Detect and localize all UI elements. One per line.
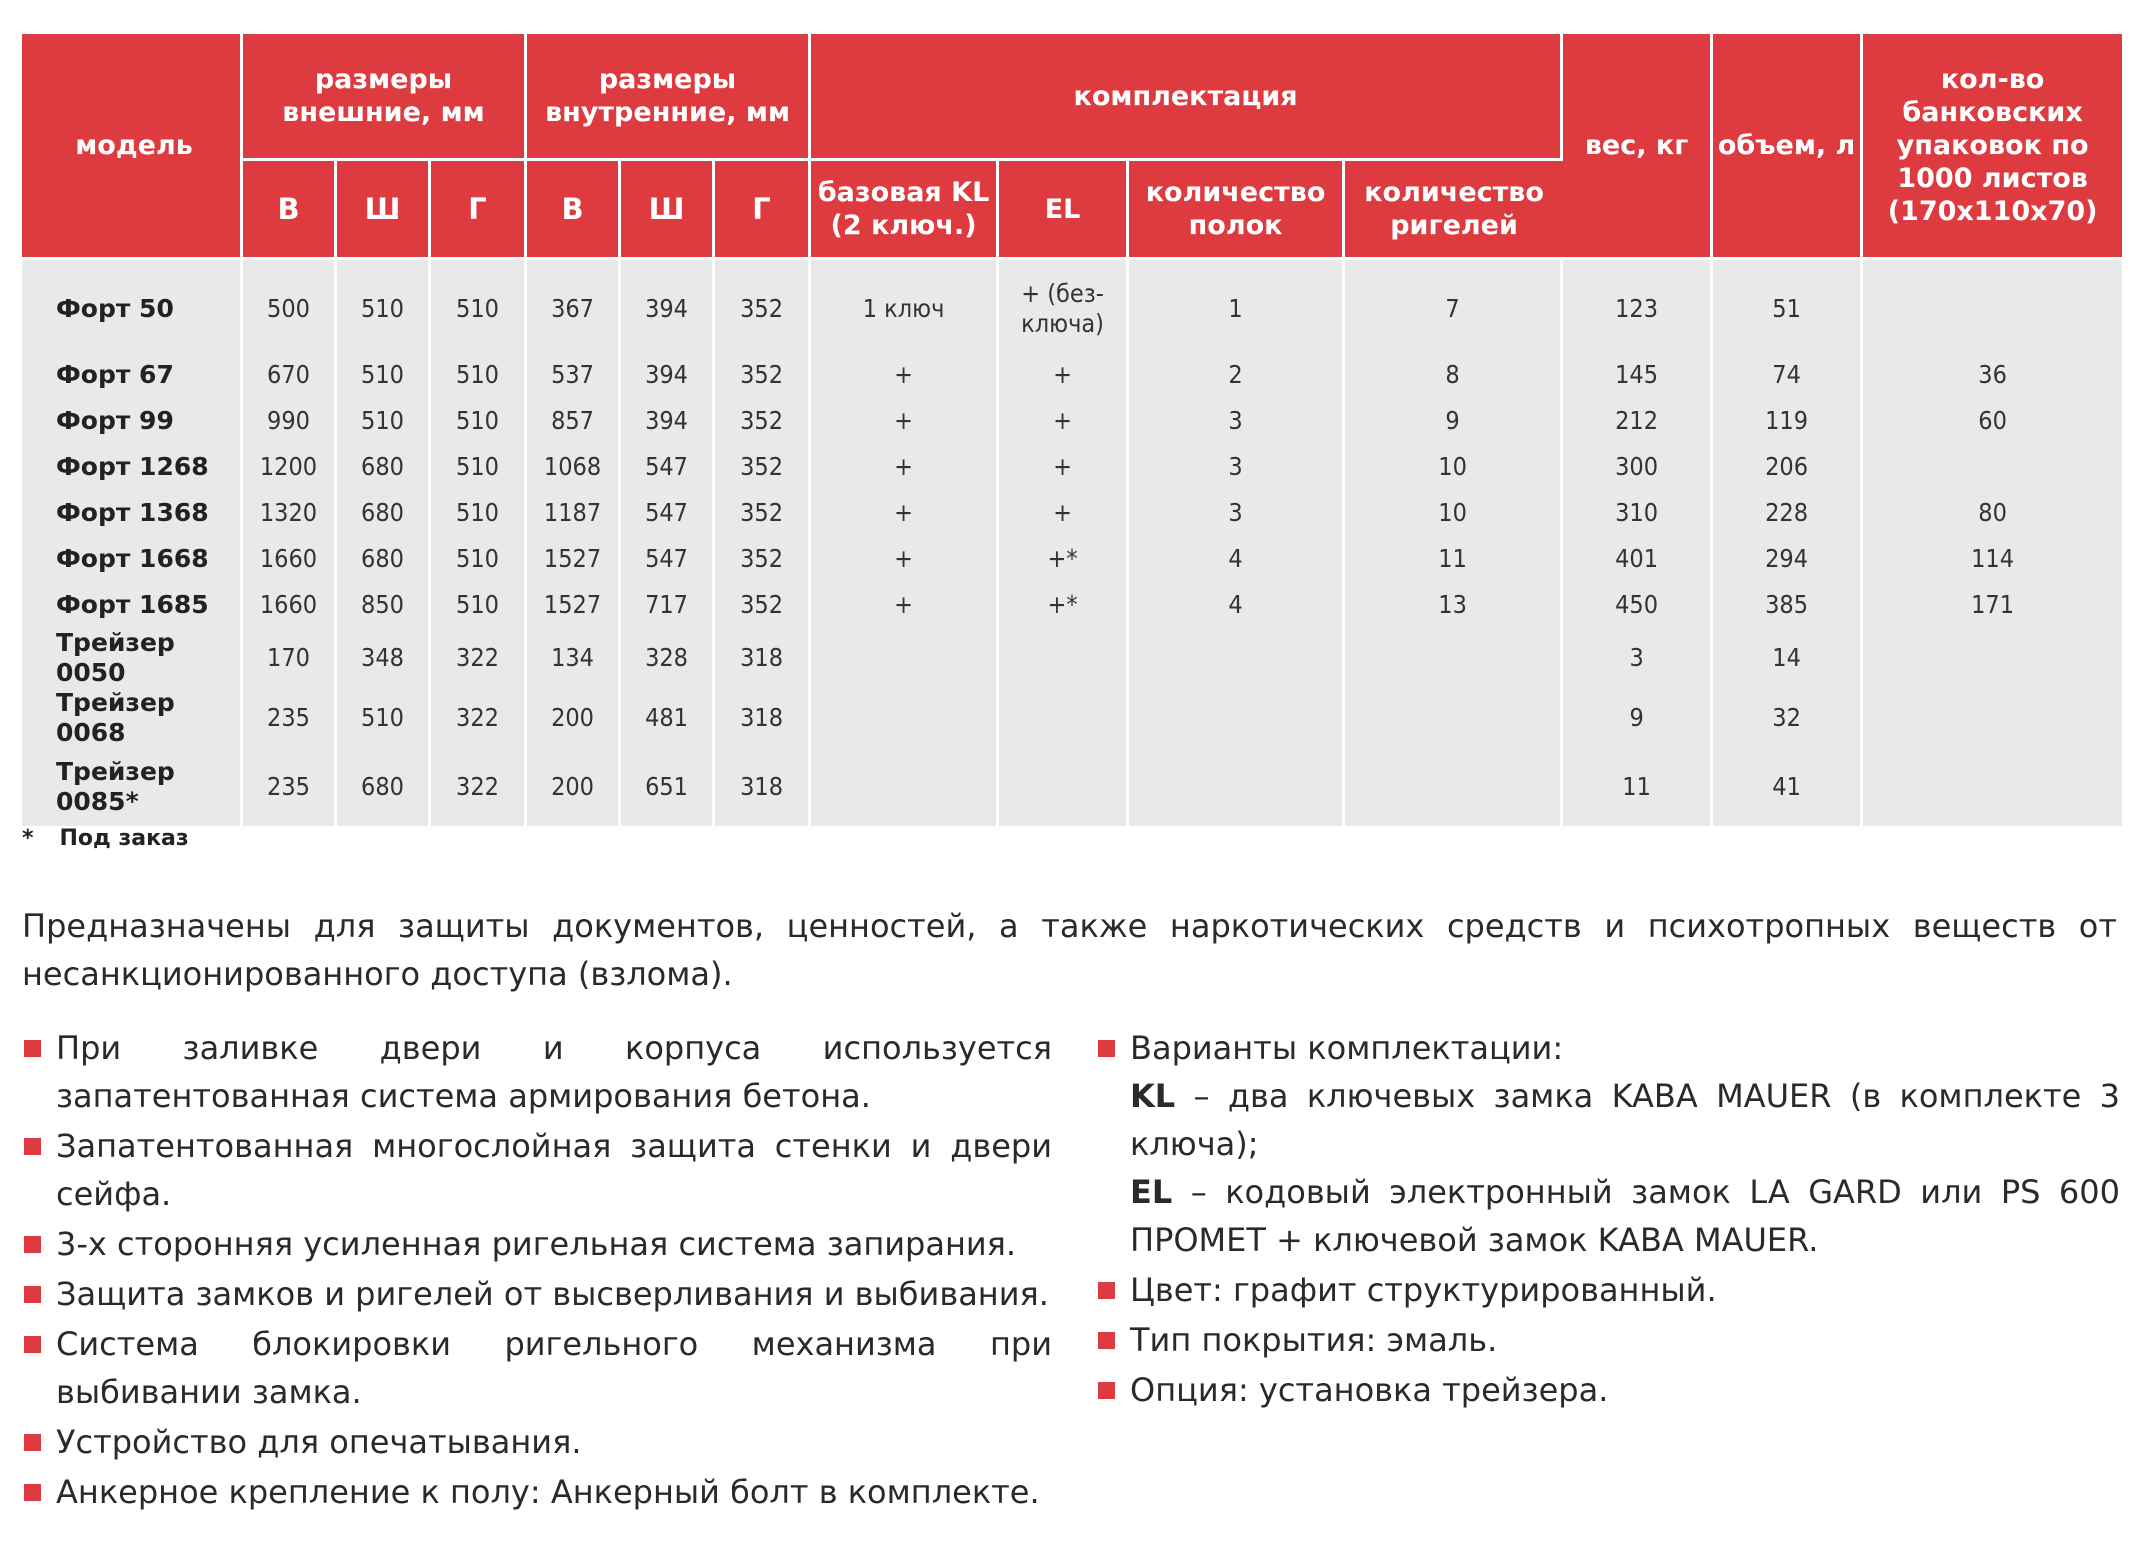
cell-bolts: [1345, 628, 1563, 688]
cell-packs: 171: [1863, 582, 2122, 628]
cell-model: Трейзер 0085*: [22, 748, 243, 826]
cell-inner-depth: 352: [715, 582, 811, 628]
feature-text: При заливке двери и корпуса используется запатентованная система армирования бетона.: [56, 1029, 1052, 1115]
header-outer-size: размеры внешние, мм: [243, 34, 527, 161]
header-weight: вес, кг: [1563, 34, 1713, 260]
cell-volume: 119: [1713, 398, 1863, 444]
header-equipment: комплектация: [811, 34, 1563, 161]
cell-el: +*: [999, 582, 1129, 628]
list-item: [22, 1468, 1052, 1516]
cell-base-kl: +: [811, 352, 999, 398]
cell-base-kl: +: [811, 398, 999, 444]
cell-volume: 228: [1713, 490, 1863, 536]
cell-model: Форт 99: [22, 398, 243, 444]
cell-shelves: [1129, 688, 1345, 748]
cell-outer-height: 670: [243, 352, 337, 398]
list-item: [1096, 1366, 2120, 1414]
cell-bolts: 8: [1345, 352, 1563, 398]
header-inner-size: размеры внутренние, мм: [527, 34, 811, 161]
header-bolts: количество ригелей: [1345, 161, 1563, 260]
list-item: [22, 1320, 1052, 1416]
cell-bolts: [1345, 688, 1563, 748]
cell-outer-depth: 322: [431, 748, 527, 826]
cell-inner-width: 547: [621, 490, 715, 536]
header-packs: кол-во банковских упаковок по 1000 листов (170х110х70): [1863, 34, 2122, 260]
square-bullet-icon: [24, 1336, 41, 1353]
cell-inner-height: 1187: [527, 490, 621, 536]
cell-el: + (без-ключа): [999, 260, 1129, 352]
cell-outer-height: 235: [243, 748, 337, 826]
cell-weight: 11: [1563, 748, 1713, 826]
header-inner-depth: Г: [715, 161, 811, 260]
feature-text: Система блокировки ригельного механизма при выбивании замка.: [56, 1325, 1052, 1411]
features-list-right: [1096, 1024, 2120, 1416]
cell-shelves: 3: [1129, 490, 1345, 536]
cell-base-kl: [811, 688, 999, 748]
list-item: [1096, 1266, 2120, 1314]
cell-weight: 123: [1563, 260, 1713, 352]
header-shelves: количество полок: [1129, 161, 1345, 260]
header-base-kl: базовая KL (2 ключ.): [811, 161, 999, 260]
cell-outer-width: 510: [337, 352, 431, 398]
cell-shelves: 2: [1129, 352, 1345, 398]
cell-base-kl: 1 ключ: [811, 260, 999, 352]
square-bullet-icon: [1098, 1040, 1115, 1057]
cell-weight: 3: [1563, 628, 1713, 688]
cell-volume: 294: [1713, 536, 1863, 582]
cell-bolts: 10: [1345, 490, 1563, 536]
cell-shelves: [1129, 748, 1345, 826]
cell-el: +*: [999, 536, 1129, 582]
cell-inner-width: 717: [621, 582, 715, 628]
cell-outer-height: 1200: [243, 444, 337, 490]
cell-model: Форт 1368: [22, 490, 243, 536]
square-bullet-icon: [24, 1040, 41, 1057]
cell-outer-depth: 510: [431, 582, 527, 628]
option-el: [1130, 1168, 2120, 1264]
table-row: [22, 748, 2122, 826]
cell-model: Форт 67: [22, 352, 243, 398]
features-list-left: [22, 1024, 1052, 1518]
footnote-text: Под заказ: [59, 826, 189, 851]
cell-packs: [1863, 748, 2122, 826]
cell-packs: 80: [1863, 490, 2122, 536]
cell-model: Форт 1668: [22, 536, 243, 582]
cell-shelves: 3: [1129, 398, 1345, 444]
cell-packs: [1863, 628, 2122, 688]
cell-outer-width: 680: [337, 444, 431, 490]
cell-weight: 145: [1563, 352, 1713, 398]
footnote-star: *: [22, 826, 34, 851]
cell-outer-depth: 510: [431, 352, 527, 398]
cell-base-kl: +: [811, 536, 999, 582]
cell-outer-depth: 510: [431, 398, 527, 444]
square-bullet-icon: [24, 1434, 41, 1451]
feature-text: Запатентованная многослойная защита стенки и двери сейфа.: [56, 1127, 1052, 1213]
cell-model: Трейзер 0050: [22, 628, 243, 688]
cell-inner-depth: 352: [715, 260, 811, 352]
cell-outer-width: 348: [337, 628, 431, 688]
cell-outer-depth: 322: [431, 688, 527, 748]
coating-text: Тип покрытия: эмаль.: [1130, 1321, 1498, 1359]
cell-shelves: 3: [1129, 444, 1345, 490]
option-el-text: – кодовый электронный замок LA GARD или PS 600 ПРОМЕТ + ключевой замок KABA MAUER.: [1130, 1173, 2120, 1259]
cell-base-kl: +: [811, 582, 999, 628]
cell-inner-height: 134: [527, 628, 621, 688]
cell-outer-height: 990: [243, 398, 337, 444]
cell-inner-height: 200: [527, 748, 621, 826]
cell-inner-width: 394: [621, 352, 715, 398]
square-bullet-icon: [24, 1236, 41, 1253]
cell-outer-depth: 510: [431, 490, 527, 536]
feature-text: 3-х сторонняя усиленная ригельная система запирания.: [56, 1225, 1017, 1263]
cell-volume: 14: [1713, 628, 1863, 688]
cell-outer-height: 1660: [243, 582, 337, 628]
cell-inner-depth: 352: [715, 444, 811, 490]
cell-outer-width: 680: [337, 536, 431, 582]
cell-shelves: 4: [1129, 582, 1345, 628]
square-bullet-icon: [1098, 1332, 1115, 1349]
cell-weight: 401: [1563, 536, 1713, 582]
cell-model: Форт 50: [22, 260, 243, 352]
option-kl-text: – два ключевых замка KABA MAUER (в комплекте 3 ключа);: [1130, 1077, 2120, 1163]
header-inner-width: Ш: [621, 161, 715, 260]
cell-inner-height: 537: [527, 352, 621, 398]
list-item: [22, 1418, 1052, 1466]
square-bullet-icon: [1098, 1382, 1115, 1399]
cell-outer-height: 235: [243, 688, 337, 748]
cell-base-kl: [811, 748, 999, 826]
cell-inner-depth: 318: [715, 688, 811, 748]
cell-model: Форт 1685: [22, 582, 243, 628]
cell-bolts: 10: [1345, 444, 1563, 490]
cell-inner-width: 547: [621, 536, 715, 582]
table-row: [22, 444, 2122, 490]
header-inner-height: В: [527, 161, 621, 260]
spec-table: [22, 34, 2122, 826]
cell-el: +: [999, 444, 1129, 490]
option-el-code: EL: [1130, 1173, 1173, 1211]
cell-volume: 32: [1713, 688, 1863, 748]
cell-inner-height: 857: [527, 398, 621, 444]
cell-inner-width: 394: [621, 398, 715, 444]
cell-outer-height: 170: [243, 628, 337, 688]
cell-inner-width: 394: [621, 260, 715, 352]
cell-volume: 74: [1713, 352, 1863, 398]
cell-el: [999, 748, 1129, 826]
option-text: Опция: установка трейзера.: [1130, 1371, 1609, 1409]
cell-inner-width: 328: [621, 628, 715, 688]
table-row: [22, 688, 2122, 748]
cell-model: Трейзер 0068: [22, 688, 243, 748]
cell-outer-width: 510: [337, 398, 431, 444]
cell-bolts: 13: [1345, 582, 1563, 628]
cell-inner-height: 367: [527, 260, 621, 352]
cell-shelves: [1129, 628, 1345, 688]
square-bullet-icon: [1098, 1282, 1115, 1299]
cell-volume: 41: [1713, 748, 1863, 826]
footnote: [22, 826, 189, 851]
cell-inner-width: 651: [621, 748, 715, 826]
cell-outer-height: 500: [243, 260, 337, 352]
list-item: [22, 1122, 1052, 1218]
cell-outer-width: 510: [337, 260, 431, 352]
cell-inner-height: 1068: [527, 444, 621, 490]
intro-paragraph: Предназначены для защиты документов, ценностей, а также наркотических средств и психотропных веществ от несанкционированного доступа (взлома).: [22, 907, 2117, 993]
header-el: EL: [999, 161, 1129, 260]
cell-outer-height: 1320: [243, 490, 337, 536]
cell-packs: 114: [1863, 536, 2122, 582]
cell-weight: 300: [1563, 444, 1713, 490]
list-item: [22, 1024, 1052, 1120]
cell-inner-depth: 318: [715, 628, 811, 688]
cell-packs: [1863, 260, 2122, 352]
header-model: модель: [22, 34, 243, 260]
cell-base-kl: +: [811, 444, 999, 490]
options-title: Варианты комплектации:: [1130, 1029, 1564, 1067]
list-item: [1096, 1024, 2120, 1264]
cell-volume: 385: [1713, 582, 1863, 628]
cell-bolts: 7: [1345, 260, 1563, 352]
cell-shelves: 4: [1129, 536, 1345, 582]
spec-sheet: [22, 34, 2122, 826]
cell-volume: 206: [1713, 444, 1863, 490]
cell-inner-depth: 318: [715, 748, 811, 826]
color-text: Цвет: графит структурированный.: [1130, 1271, 1717, 1309]
cell-outer-depth: 510: [431, 536, 527, 582]
table-row: [22, 398, 2122, 444]
cell-inner-height: 1527: [527, 582, 621, 628]
option-kl: [1130, 1072, 2120, 1168]
cell-packs: 36: [1863, 352, 2122, 398]
square-bullet-icon: [24, 1484, 41, 1501]
cell-outer-depth: 510: [431, 444, 527, 490]
table-row: [22, 582, 2122, 628]
cell-base-kl: [811, 628, 999, 688]
cell-volume: 51: [1713, 260, 1863, 352]
cell-weight: 310: [1563, 490, 1713, 536]
cell-weight: 212: [1563, 398, 1713, 444]
cell-inner-height: 200: [527, 688, 621, 748]
cell-inner-height: 1527: [527, 536, 621, 582]
list-item: [22, 1270, 1052, 1318]
cell-outer-width: 850: [337, 582, 431, 628]
cell-inner-depth: 352: [715, 398, 811, 444]
cell-bolts: [1345, 748, 1563, 826]
cell-outer-depth: 510: [431, 260, 527, 352]
option-kl-code: KL: [1130, 1077, 1176, 1115]
table-row: [22, 490, 2122, 536]
list-item: [1096, 1316, 2120, 1364]
list-item: [22, 1220, 1052, 1268]
cell-bolts: 9: [1345, 398, 1563, 444]
cell-el: +: [999, 398, 1129, 444]
cell-packs: 60: [1863, 398, 2122, 444]
cell-el: +: [999, 490, 1129, 536]
cell-bolts: 11: [1345, 536, 1563, 582]
cell-inner-width: 481: [621, 688, 715, 748]
cell-inner-width: 547: [621, 444, 715, 490]
cell-outer-width: 510: [337, 688, 431, 748]
cell-el: [999, 688, 1129, 748]
cell-model: Форт 1268: [22, 444, 243, 490]
cell-outer-height: 1660: [243, 536, 337, 582]
square-bullet-icon: [24, 1286, 41, 1303]
cell-outer-width: 680: [337, 748, 431, 826]
cell-base-kl: +: [811, 490, 999, 536]
cell-shelves: 1: [1129, 260, 1345, 352]
header-outer-depth: Г: [431, 161, 527, 260]
cell-packs: [1863, 444, 2122, 490]
header-outer-height: В: [243, 161, 337, 260]
cell-el: [999, 628, 1129, 688]
cell-inner-depth: 352: [715, 352, 811, 398]
cell-weight: 9: [1563, 688, 1713, 748]
cell-inner-depth: 352: [715, 490, 811, 536]
table-row: [22, 352, 2122, 398]
table-row: [22, 260, 2122, 352]
header-outer-width: Ш: [337, 161, 431, 260]
cell-el: +: [999, 352, 1129, 398]
cell-packs: [1863, 688, 2122, 748]
cell-inner-depth: 352: [715, 536, 811, 582]
cell-outer-depth: 322: [431, 628, 527, 688]
table-row: [22, 536, 2122, 582]
cell-weight: 450: [1563, 582, 1713, 628]
square-bullet-icon: [24, 1138, 41, 1155]
feature-text: Защита замков и ригелей от высверливания и выбивания.: [56, 1275, 1049, 1313]
table-row: [22, 628, 2122, 688]
header-volume: объем, л: [1713, 34, 1863, 260]
feature-text: Устройство для опечатывания.: [56, 1423, 582, 1461]
cell-outer-width: 680: [337, 490, 431, 536]
feature-text: Анкерное крепление к полу: Анкерный болт в комплекте.: [56, 1473, 1040, 1511]
